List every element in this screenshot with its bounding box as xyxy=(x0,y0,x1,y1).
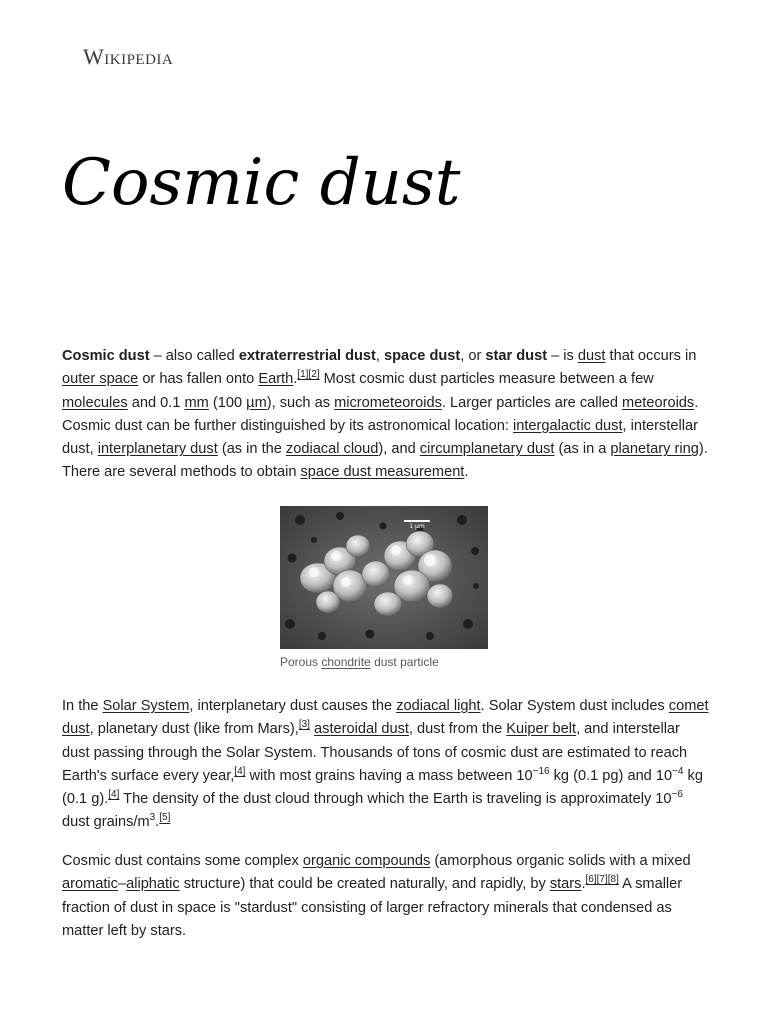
reference-1[interactable] xyxy=(297,369,308,380)
text: , and interstellar dust passing through the Solar System. Thousands of tons of cosmic dust are estimated to reach Earth's surface every year, xyxy=(62,721,688,784)
text: that occurs in xyxy=(605,348,697,364)
link-chondrite[interactable]: chondrite xyxy=(321,655,371,669)
text: Cosmic dust contains some complex xyxy=(62,853,303,869)
text: The density of the dust cloud through which the Earth is traveling is approximately 10 xyxy=(119,791,672,808)
link-meteoroids[interactable]: meteoroids xyxy=(622,394,695,411)
text: with most grains having a mass between 10 xyxy=(245,767,533,784)
exponent: −6 xyxy=(671,789,683,801)
term-star-dust: star dust xyxy=(485,348,548,364)
reference-7[interactable] xyxy=(597,874,608,885)
link-outer-space[interactable]: outer space xyxy=(62,371,139,388)
text: . Cosmic dust can be further distinguished by its astronomical location: xyxy=(62,394,699,434)
link-planetary-ring[interactable]: planetary ring xyxy=(610,441,699,458)
reference-4b[interactable] xyxy=(108,789,119,800)
text: or has fallen onto xyxy=(138,371,259,388)
text: . Larger particles are called xyxy=(441,394,623,411)
ref-link[interactable]: [6] xyxy=(585,874,597,886)
paragraph-composition xyxy=(62,850,710,943)
ref-link[interactable]: [8] xyxy=(607,874,619,886)
text: . xyxy=(464,464,469,481)
text: (as in the xyxy=(217,441,286,458)
text: , interstellar dust, xyxy=(62,417,698,458)
text: (amorphous organic solids with a mixed xyxy=(430,853,691,869)
exponent: −16 xyxy=(532,766,550,778)
lead-paragraph xyxy=(62,345,710,485)
link-dust[interactable]: dust xyxy=(577,348,606,364)
link-zodiacal-cloud[interactable]: zodiacal cloud xyxy=(285,441,379,458)
text: dust particle xyxy=(370,655,439,669)
text: Porous xyxy=(280,655,322,669)
link-micrometre[interactable]: µm xyxy=(246,394,267,411)
text: , xyxy=(375,348,385,364)
text: . Solar System dust includes xyxy=(480,698,669,714)
term-cosmic-dust: Cosmic dust xyxy=(62,348,150,364)
text: kg (0.1 g). xyxy=(62,767,703,808)
text: – is xyxy=(547,348,578,364)
link-solar-system[interactable]: Solar System xyxy=(102,698,190,714)
link-zodiacal-light[interactable]: zodiacal light xyxy=(396,698,481,714)
text: structure) that could be created naturally, and rapidly, by xyxy=(179,876,550,893)
text: and 0.1 xyxy=(127,394,185,411)
link-stars[interactable]: stars xyxy=(549,876,582,893)
text: dust grains/m xyxy=(62,814,150,831)
page-title: Cosmic dust xyxy=(62,146,461,220)
link-asteroidal-dust[interactable]: asteroidal dust xyxy=(314,721,409,738)
ref-link[interactable]: [4] xyxy=(234,766,246,778)
link-molecules[interactable]: molecules xyxy=(62,394,128,411)
ref-link[interactable]: [1] xyxy=(297,369,309,381)
text: , interplanetary dust causes the xyxy=(189,698,397,714)
wikipedia-logo[interactable]: Wikipedia xyxy=(83,44,174,69)
text: ), such as xyxy=(266,394,335,411)
link-intergalactic-dust[interactable]: intergalactic dust xyxy=(513,417,623,434)
figure-caption xyxy=(280,655,488,669)
text: A smaller fraction of dust in space is "stardust" consisting of larger refractory minerals that condensed as matter left by stars. xyxy=(62,876,683,939)
text: – also called xyxy=(149,348,239,364)
link-interplanetary-dust[interactable]: interplanetary dust xyxy=(97,441,218,458)
ref-link[interactable]: [5] xyxy=(159,812,171,824)
ref-link[interactable]: [2] xyxy=(308,369,320,381)
text: kg (0.1 pg) and 10 xyxy=(549,767,673,784)
link-mm[interactable]: mm xyxy=(184,394,209,411)
link-kuiper-belt[interactable]: Kuiper belt xyxy=(506,721,577,738)
link-aromatic[interactable]: aromatic xyxy=(62,876,118,893)
text: Most cosmic dust particles measure between a few xyxy=(319,371,654,388)
text: – xyxy=(117,876,127,893)
text: . xyxy=(155,814,160,831)
text: , dust from the xyxy=(408,721,507,738)
figure xyxy=(280,506,488,669)
link-circumplanetary-dust[interactable]: circumplanetary dust xyxy=(419,441,555,458)
link-micrometeoroids[interactable]: micrometeoroids xyxy=(334,394,442,411)
ref-link[interactable]: [7] xyxy=(596,874,608,886)
exponent: −4 xyxy=(672,766,684,778)
link-comet-dust[interactable]: comet dust xyxy=(62,698,709,738)
reference-3[interactable] xyxy=(299,719,310,730)
term-space-dust: space dust xyxy=(384,348,461,364)
text: (as in a xyxy=(554,441,611,458)
text: In the xyxy=(62,698,103,714)
reference-8[interactable] xyxy=(608,874,619,885)
reference-5[interactable] xyxy=(159,813,170,824)
scale-bar-label: 1 µm xyxy=(409,523,425,530)
text: . xyxy=(581,876,586,893)
link-aliphatic[interactable]: aliphatic xyxy=(126,876,180,893)
link-earth[interactable]: Earth xyxy=(258,371,294,388)
text: (100 xyxy=(208,394,247,411)
text: ), and xyxy=(378,441,420,458)
text: , planetary dust (like from Mars), xyxy=(89,721,299,738)
reference-2[interactable] xyxy=(308,369,319,380)
link-space-dust-measurement[interactable]: space dust measurement xyxy=(300,464,465,481)
text: ). There are several methods to obtain xyxy=(62,441,708,481)
text: . xyxy=(293,371,298,388)
dust-particle-image[interactable] xyxy=(280,506,488,649)
paragraph-solar-system xyxy=(62,695,710,835)
exponent: 3 xyxy=(149,812,156,824)
term-extraterrestrial-dust: extraterrestrial dust xyxy=(238,348,376,364)
ref-link[interactable]: [4] xyxy=(108,789,120,801)
ref-link[interactable]: [3] xyxy=(298,719,310,731)
text: , or xyxy=(460,348,486,364)
reference-6[interactable] xyxy=(586,874,597,885)
reference-4[interactable] xyxy=(234,766,245,777)
link-organic-compounds[interactable]: organic compounds xyxy=(302,853,431,869)
